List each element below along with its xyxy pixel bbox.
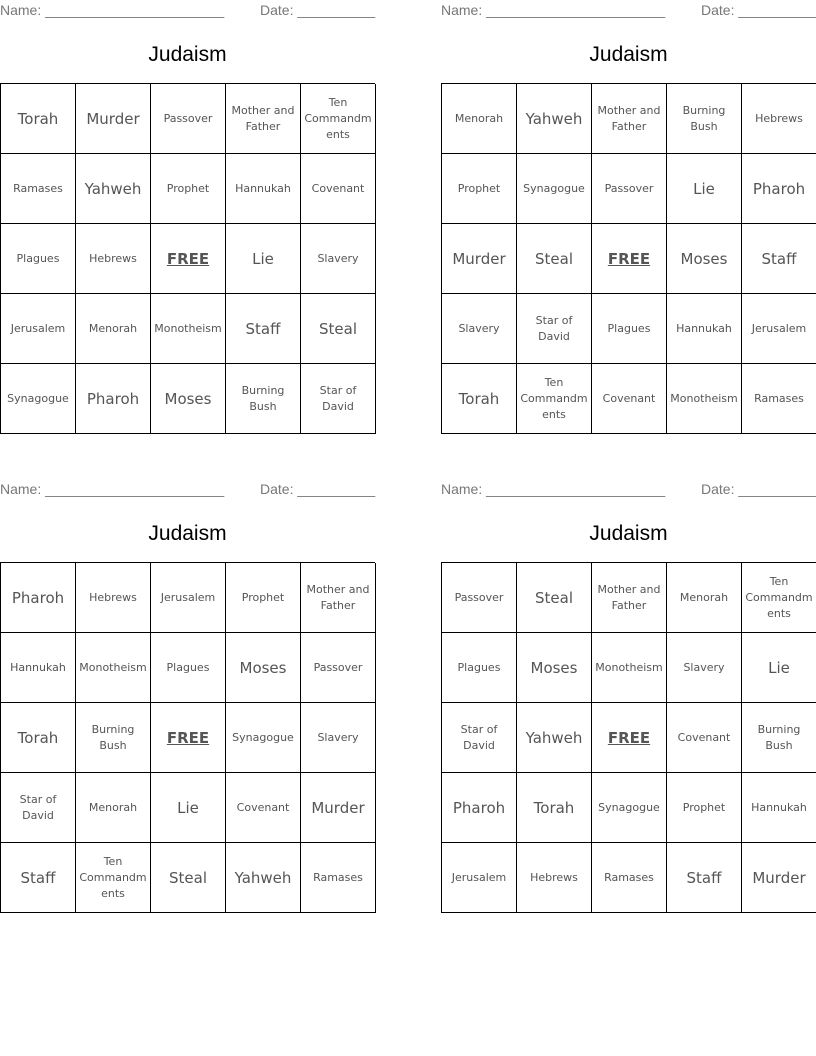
bingo-cell: Hannukah [1,633,76,703]
free-space-cell: FREE [592,703,667,773]
bingo-cell: Hebrews [742,84,816,154]
bingo-cell: Pharoh [1,563,76,633]
free-space-cell: FREE [151,224,226,294]
bingo-cell: Menorah [76,773,151,843]
bingo-cell: Lie [151,773,226,843]
bingo-cell: Burning Bush [76,703,151,773]
bingo-cell: Star of David [1,773,76,843]
bingo-cell: Synagogue [517,154,592,224]
bingo-cell: Yahweh [76,154,151,224]
bingo-cell: Monotheism [76,633,151,703]
bingo-cell: Menorah [76,294,151,364]
name-field-label: Name: _______________________ [441,481,666,497]
free-space-cell: FREE [151,703,226,773]
bingo-cell: Steal [517,563,592,633]
bingo-card [0,479,375,919]
bingo-cell: Yahweh [517,703,592,773]
bingo-card [441,479,816,919]
bingo-cell: Murder [301,773,376,843]
bingo-cell: Jerusalem [742,294,816,364]
name-field-label: Name: _______________________ [0,2,225,18]
bingo-cell: Torah [1,84,76,154]
bingo-cell: Slavery [442,294,517,364]
bingo-cell: Hannukah [667,294,742,364]
bingo-cell: Hannukah [226,154,301,224]
bingo-cell: Synagogue [1,364,76,434]
bingo-cell: Slavery [301,703,376,773]
bingo-cell: Burning Bush [742,703,816,773]
bingo-cell: Moses [667,224,742,294]
bingo-cell: Ten Commandments [742,563,816,633]
bingo-cell: Star of David [442,703,517,773]
bingo-cell: Ten Commandments [76,843,151,913]
bingo-cell: Monotheism [592,633,667,703]
bingo-cell: Slavery [301,224,376,294]
bingo-cell: Star of David [517,294,592,364]
card-title: Judaism [589,43,668,66]
bingo-cell: Mother and Father [301,563,376,633]
bingo-cell: Torah [517,773,592,843]
bingo-cell: Mother and Father [226,84,301,154]
bingo-cell: Covenant [301,154,376,224]
bingo-cell: Menorah [442,84,517,154]
bingo-cell: Slavery [667,633,742,703]
bingo-grid [441,562,816,913]
bingo-cell: Hannukah [742,773,816,843]
bingo-cell: Lie [226,224,301,294]
date-field-label: Date: __________ [701,2,816,18]
bingo-cell: Murder [442,224,517,294]
bingo-cell: Menorah [667,563,742,633]
bingo-cell: Covenant [592,364,667,434]
bingo-cell: Passover [301,633,376,703]
bingo-cell: Passover [442,563,517,633]
bingo-cell: Burning Bush [226,364,301,434]
bingo-cell: Passover [592,154,667,224]
bingo-cell: Murder [76,84,151,154]
bingo-cell: Ramases [301,843,376,913]
bingo-cell: Ten Commandments [301,84,376,154]
date-field-label: Date: __________ [701,481,816,497]
bingo-cell: Staff [1,843,76,913]
bingo-cell: Plagues [592,294,667,364]
bingo-cell: Jerusalem [442,843,517,913]
bingo-cell: Mother and Father [592,563,667,633]
card-title: Judaism [589,522,668,545]
card-title: Judaism [148,522,227,545]
bingo-cell: Covenant [667,703,742,773]
bingo-cell: Lie [667,154,742,224]
bingo-cell: Monotheism [151,294,226,364]
bingo-cell: Lie [742,633,816,703]
bingo-cell: Hebrews [76,563,151,633]
bingo-cell: Jerusalem [1,294,76,364]
bingo-cell: Prophet [442,154,517,224]
bingo-cell: Torah [1,703,76,773]
bingo-cell: Hebrews [517,843,592,913]
bingo-grid [0,83,375,434]
bingo-cell: Steal [301,294,376,364]
bingo-cell: Pharoh [442,773,517,843]
bingo-cell: Staff [226,294,301,364]
bingo-cell: Plagues [1,224,76,294]
bingo-cell: Prophet [667,773,742,843]
bingo-cell: Pharoh [742,154,816,224]
date-field-label: Date: __________ [260,2,376,18]
bingo-cell: Passover [151,84,226,154]
bingo-cell: Ramases [592,843,667,913]
bingo-cell: Murder [742,843,816,913]
bingo-cell: Ramases [1,154,76,224]
bingo-cell: Prophet [226,563,301,633]
bingo-cell: Mother and Father [592,84,667,154]
date-field-label: Date: __________ [260,481,376,497]
bingo-cell: Prophet [151,154,226,224]
name-field-label: Name: _______________________ [0,481,225,497]
bingo-cell: Staff [742,224,816,294]
bingo-grid [441,83,816,434]
bingo-cell: Covenant [226,773,301,843]
bingo-cell: Yahweh [517,84,592,154]
bingo-cell: Star of David [301,364,376,434]
bingo-cell: Plagues [151,633,226,703]
bingo-cell: Steal [151,843,226,913]
bingo-cell: Monotheism [667,364,742,434]
bingo-cell: Hebrews [76,224,151,294]
bingo-cell: Burning Bush [667,84,742,154]
bingo-cell: Ten Commandments [517,364,592,434]
bingo-cell: Moses [226,633,301,703]
bingo-cell: Synagogue [226,703,301,773]
bingo-cell: Moses [517,633,592,703]
bingo-cell: Yahweh [226,843,301,913]
card-title: Judaism [148,43,227,66]
bingo-card [0,0,375,440]
bingo-cell: Steal [517,224,592,294]
bingo-grid [0,562,375,913]
free-space-cell: FREE [592,224,667,294]
bingo-cell: Staff [667,843,742,913]
bingo-cell: Ramases [742,364,816,434]
bingo-cell: Plagues [442,633,517,703]
bingo-cell: Moses [151,364,226,434]
bingo-cell: Jerusalem [151,563,226,633]
bingo-cell: Synagogue [592,773,667,843]
bingo-card [441,0,816,440]
name-field-label: Name: _______________________ [441,2,666,18]
bingo-cell: Pharoh [76,364,151,434]
bingo-cell: Torah [442,364,517,434]
